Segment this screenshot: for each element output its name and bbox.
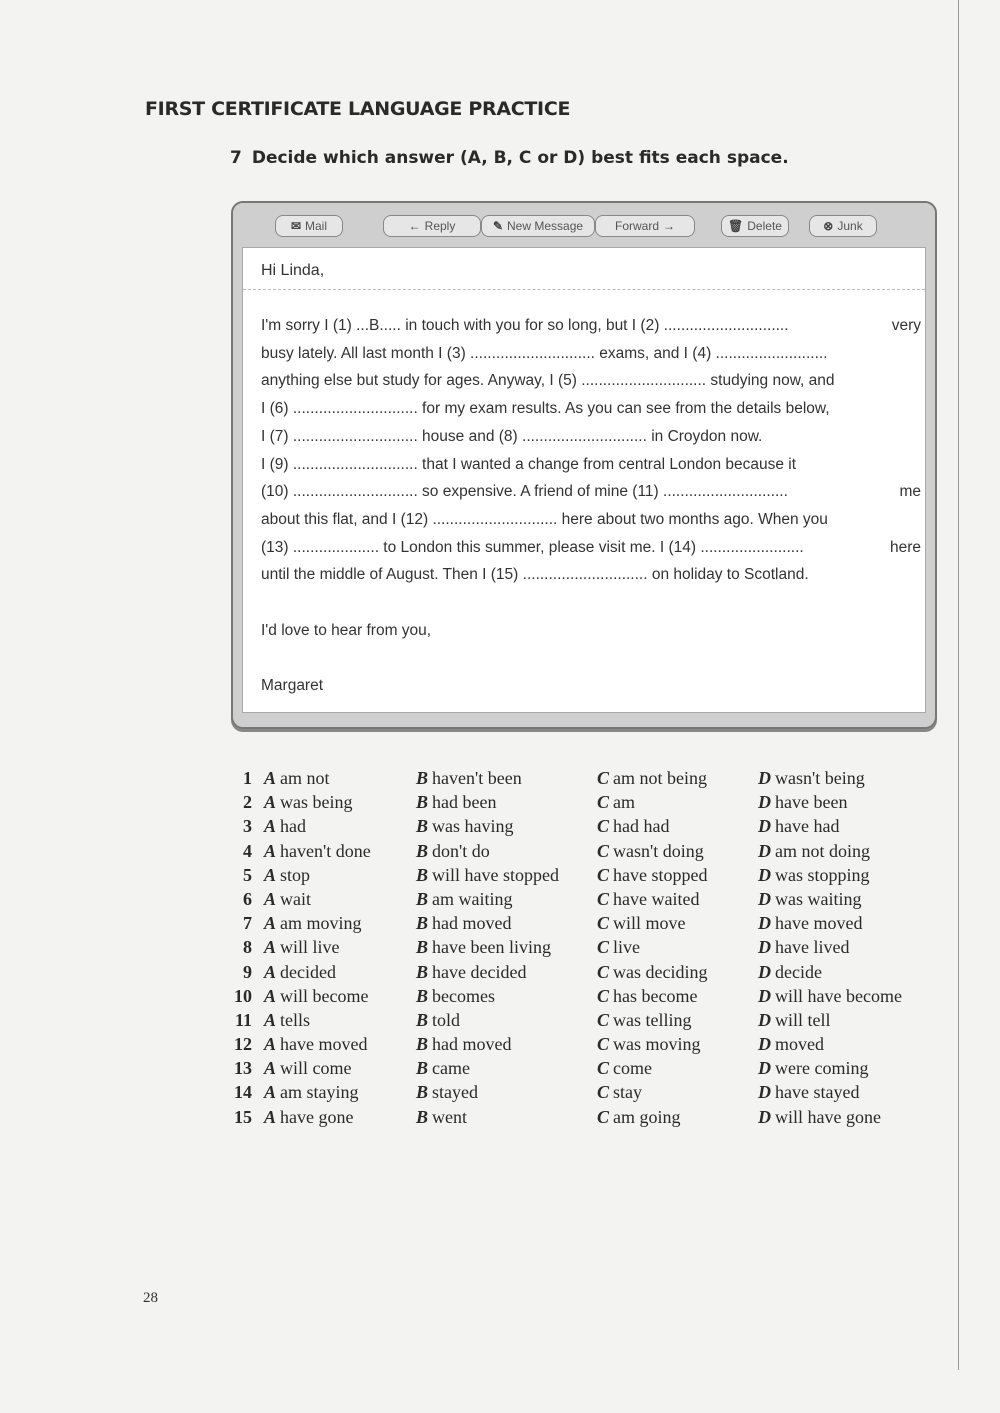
junk-x-icon: ⊗ xyxy=(823,219,834,233)
option-d xyxy=(758,816,839,837)
option-b xyxy=(416,1082,478,1103)
email-paragraph xyxy=(261,312,921,589)
option-d xyxy=(758,1082,859,1103)
option-a xyxy=(264,962,336,983)
answer-options-list xyxy=(226,768,926,1131)
option-letter: B xyxy=(416,840,429,861)
option-text: have moved xyxy=(775,913,863,934)
option-c xyxy=(597,913,686,934)
option-b xyxy=(416,962,526,983)
option-letter: D xyxy=(758,1009,771,1030)
option-text: will come xyxy=(280,1058,352,1079)
option-text: was stopping xyxy=(775,864,870,885)
page-header: FIRST CERTIFICATE LANGUAGE PRACTICE xyxy=(145,98,571,120)
option-c xyxy=(597,889,699,910)
question-number: 10 xyxy=(234,985,252,1006)
option-b xyxy=(416,889,513,910)
option-letter: D xyxy=(758,792,771,813)
option-letter: D xyxy=(758,985,771,1006)
option-letter: A xyxy=(264,985,277,1006)
option-letter: B xyxy=(416,816,429,837)
option-row xyxy=(226,1082,926,1106)
option-b xyxy=(416,768,522,789)
greeting-divider xyxy=(243,289,925,290)
question-number: 12 xyxy=(234,1034,252,1055)
option-text: told xyxy=(432,1009,461,1030)
option-text: has become xyxy=(613,985,698,1006)
option-a xyxy=(264,792,353,813)
option-text: had moved xyxy=(432,913,512,934)
exercise-number: 7 xyxy=(230,148,242,168)
email-line: (10) ............................. so expensive. A friend of mine (11) ............................. me xyxy=(261,483,921,501)
option-row xyxy=(226,816,926,840)
option-row xyxy=(226,962,926,986)
option-letter: D xyxy=(758,888,771,909)
option-letter: D xyxy=(758,768,771,788)
option-letter: B xyxy=(416,1034,429,1055)
option-row xyxy=(226,1034,926,1058)
option-b xyxy=(416,1107,467,1128)
option-d xyxy=(758,1034,824,1055)
option-b xyxy=(416,792,496,813)
option-row xyxy=(226,865,926,889)
option-b xyxy=(416,913,512,934)
option-a xyxy=(264,865,310,886)
option-b xyxy=(416,841,490,862)
option-text: am waiting xyxy=(432,888,513,909)
option-text: have gone xyxy=(280,1106,354,1127)
option-a xyxy=(264,1082,359,1103)
option-text: will tell xyxy=(775,1009,831,1030)
option-row xyxy=(226,1058,926,1082)
option-row xyxy=(226,889,926,913)
option-text: becomes xyxy=(432,985,495,1006)
option-row xyxy=(226,986,926,1010)
option-row xyxy=(226,768,926,792)
option-text: tells xyxy=(280,1009,311,1030)
option-c xyxy=(597,816,670,837)
option-c xyxy=(597,1058,652,1079)
option-b xyxy=(416,865,559,886)
option-b xyxy=(416,986,495,1007)
option-letter: B xyxy=(416,1009,429,1030)
option-b xyxy=(416,1058,470,1079)
question-number: 1 xyxy=(243,768,252,788)
option-d xyxy=(758,962,822,983)
option-row xyxy=(226,792,926,816)
option-a xyxy=(264,937,340,958)
question-number: 11 xyxy=(234,1009,252,1030)
option-a xyxy=(264,986,369,1007)
option-letter: B xyxy=(416,1082,429,1103)
page-number: 28 xyxy=(143,1290,158,1306)
forward-button[interactable]: Forward → xyxy=(595,215,695,237)
option-letter: A xyxy=(264,1034,277,1055)
option-letter: C xyxy=(597,913,610,934)
option-letter: B xyxy=(416,937,429,958)
instruction-text: Decide which answer (A, B, C or D) best fits each space. xyxy=(251,148,789,168)
option-letter: C xyxy=(597,1082,610,1103)
option-text: have stayed xyxy=(775,1082,860,1103)
option-letter: C xyxy=(597,816,610,837)
option-letter: B xyxy=(416,961,429,982)
email-line: I (9) ............................. that I wanted a change from central London because it xyxy=(261,455,797,473)
option-text: have moved xyxy=(280,1034,368,1055)
option-text: am not being xyxy=(613,768,707,788)
option-letter: A xyxy=(264,864,277,885)
option-letter: A xyxy=(264,913,277,934)
option-d xyxy=(758,1010,831,1031)
option-text: am not xyxy=(280,768,330,788)
option-a xyxy=(264,913,362,934)
option-text: had moved xyxy=(432,1034,512,1055)
option-d xyxy=(758,913,862,934)
option-letter: D xyxy=(758,1082,771,1103)
option-letter: A xyxy=(264,1058,277,1079)
option-letter: C xyxy=(597,792,610,813)
email-signature: Margaret xyxy=(261,677,324,694)
question-number: 2 xyxy=(243,792,252,813)
reply-button[interactable]: ← Reply xyxy=(383,215,481,237)
option-text: have been xyxy=(775,792,848,813)
option-text: had been xyxy=(432,792,497,813)
option-a xyxy=(264,1034,367,1055)
option-letter: D xyxy=(758,937,771,958)
delete-button[interactable]: 🗑 Delete xyxy=(721,215,789,237)
option-letter: A xyxy=(264,792,277,813)
option-letter: A xyxy=(264,937,277,958)
option-text: haven't done xyxy=(280,840,371,861)
option-text: live xyxy=(613,937,641,958)
option-row xyxy=(226,841,926,865)
option-letter: B xyxy=(416,985,429,1006)
option-letter: A xyxy=(264,1082,277,1103)
option-text: have waited xyxy=(613,888,700,909)
option-text: decide xyxy=(775,961,822,982)
question-number: 5 xyxy=(243,864,252,885)
option-text: have had xyxy=(775,816,840,837)
option-c xyxy=(597,937,640,958)
option-text: stayed xyxy=(432,1082,478,1103)
arrow-left-icon: ← xyxy=(408,219,421,233)
option-a xyxy=(264,816,306,837)
option-letter: D xyxy=(758,816,771,837)
option-text: wasn't being xyxy=(775,768,865,788)
option-text: was being xyxy=(280,792,353,813)
option-text: have lived xyxy=(775,937,850,958)
option-a xyxy=(264,1107,353,1128)
option-d xyxy=(758,1058,868,1079)
email-closing: I'd love to hear from you, xyxy=(261,622,432,639)
option-letter: B xyxy=(416,888,429,909)
option-letter: A xyxy=(264,840,277,861)
new-message-button[interactable]: ✎ New Message xyxy=(481,215,595,237)
option-text: will live xyxy=(280,937,340,958)
option-b xyxy=(416,816,514,837)
option-c xyxy=(597,962,708,983)
option-text: come xyxy=(613,1058,652,1079)
option-c xyxy=(597,986,697,1007)
email-line: I (6) ............................. for my exam results. As you can see from the details below, xyxy=(261,400,830,418)
option-text: am xyxy=(613,792,636,813)
option-row xyxy=(226,937,926,961)
question-number: 7 xyxy=(243,913,252,934)
option-text: decided xyxy=(280,961,336,982)
email-window xyxy=(231,201,937,729)
option-text: am going xyxy=(613,1106,681,1127)
option-text: wait xyxy=(280,888,312,909)
option-text: am staying xyxy=(280,1082,359,1103)
question-number: 9 xyxy=(243,961,252,982)
email-greeting: Hi Linda, xyxy=(261,262,325,279)
option-d xyxy=(758,768,865,789)
option-letter: C xyxy=(597,985,610,1006)
email-toolbar xyxy=(233,203,935,247)
email-line: I'm sorry I (1) ...B..... in touch with you for so long, but I (2) ............................. very xyxy=(261,317,921,334)
option-letter: D xyxy=(758,1106,771,1127)
option-text: stop xyxy=(280,864,311,885)
option-text: am moving xyxy=(280,913,362,934)
option-text: went xyxy=(432,1106,468,1127)
option-row xyxy=(226,1107,926,1131)
option-d xyxy=(758,865,870,886)
question-number: 15 xyxy=(234,1106,252,1127)
option-letter: B xyxy=(416,768,429,788)
option-text: have been living xyxy=(432,937,551,958)
option-letter: B xyxy=(416,864,429,885)
option-text: have decided xyxy=(432,961,527,982)
option-letter: C xyxy=(597,1009,610,1030)
option-text: am not doing xyxy=(775,840,870,861)
option-text: moved xyxy=(775,1034,824,1055)
question-number: 6 xyxy=(243,888,252,909)
option-letter: C xyxy=(597,937,610,958)
option-a xyxy=(264,841,371,862)
option-a xyxy=(264,1058,352,1079)
option-c xyxy=(597,792,635,813)
option-c xyxy=(597,841,704,862)
option-text: will become xyxy=(280,985,369,1006)
option-a xyxy=(264,1010,310,1031)
option-letter: A xyxy=(264,961,277,982)
email-line: busy lately. All last month I (3) ............................. exams, and I (4) .......................... xyxy=(261,344,828,362)
option-letter: A xyxy=(264,816,277,837)
option-text: wasn't doing xyxy=(613,840,704,861)
option-c xyxy=(597,865,708,886)
option-letter: C xyxy=(597,1034,610,1055)
option-text: will have become xyxy=(775,985,902,1006)
option-letter: D xyxy=(758,961,771,982)
option-text: was telling xyxy=(613,1009,692,1030)
option-b xyxy=(416,937,551,958)
option-letter: A xyxy=(264,768,277,788)
question-number: 3 xyxy=(243,816,252,837)
email-body xyxy=(242,247,926,713)
exercise-instruction xyxy=(230,148,789,168)
page-edge xyxy=(958,0,959,1370)
option-c xyxy=(597,1107,681,1128)
option-text: have stopped xyxy=(613,864,708,885)
option-text: was deciding xyxy=(613,961,708,982)
arrow-right-icon: → xyxy=(663,219,675,233)
option-row xyxy=(226,1010,926,1034)
option-text: had xyxy=(280,816,307,837)
option-letter: D xyxy=(758,913,771,934)
option-text: don't do xyxy=(432,840,490,861)
option-text: will have gone xyxy=(775,1106,881,1127)
email-line: anything else but study for ages. Anyway, I (5) ............................. studying now, and xyxy=(261,372,835,390)
question-number: 14 xyxy=(234,1082,252,1103)
option-letter: D xyxy=(758,1034,771,1055)
option-letter: A xyxy=(264,888,277,909)
option-text: will move xyxy=(613,913,686,934)
option-text: haven't been xyxy=(432,768,522,788)
email-line: about this flat, and I (12) ............................. here about two months ago. When you xyxy=(261,510,828,528)
question-number: 13 xyxy=(234,1058,252,1079)
option-letter: D xyxy=(758,864,771,885)
option-c xyxy=(597,768,707,789)
junk-button[interactable]: ⊗ Junk xyxy=(809,215,877,237)
option-letter: B xyxy=(416,913,429,934)
option-letter: A xyxy=(264,1009,277,1030)
option-d xyxy=(758,841,870,862)
trash-icon: 🗑 xyxy=(728,219,744,233)
envelope-icon: ✉ xyxy=(290,219,302,233)
question-number: 8 xyxy=(243,937,252,958)
option-letter: B xyxy=(416,1058,429,1079)
option-text: was waiting xyxy=(775,888,862,909)
option-letter: D xyxy=(758,1058,771,1079)
option-text: had had xyxy=(613,816,670,837)
option-text: was having xyxy=(432,816,514,837)
option-text: were coming xyxy=(775,1058,869,1079)
option-row xyxy=(226,913,926,937)
option-text: was moving xyxy=(613,1034,701,1055)
mail-button[interactable]: ✉ Mail xyxy=(275,215,343,237)
option-letter: D xyxy=(758,840,771,861)
option-c xyxy=(597,1082,642,1103)
option-text: will have stopped xyxy=(432,864,559,885)
option-c xyxy=(597,1034,701,1055)
option-letter: C xyxy=(597,961,610,982)
option-d xyxy=(758,889,861,910)
option-a xyxy=(264,768,330,789)
option-b xyxy=(416,1034,512,1055)
option-text: stay xyxy=(613,1082,643,1103)
email-line: until the middle of August. Then I (15) ............................. on holiday to Scotland. xyxy=(261,566,809,584)
option-letter: B xyxy=(416,1106,429,1127)
option-letter: C xyxy=(597,888,610,909)
option-letter: C xyxy=(597,768,610,788)
email-line: (13) .................... to London this summer, please visit me. I (14) ........................ here xyxy=(261,538,921,556)
option-letter: A xyxy=(264,1106,277,1127)
option-text: came xyxy=(432,1058,470,1079)
pencil-icon: ✎ xyxy=(492,219,504,233)
option-letter: C xyxy=(597,1058,610,1079)
option-c xyxy=(597,1010,692,1031)
option-letter: C xyxy=(597,840,610,861)
question-number: 4 xyxy=(243,840,252,861)
option-d xyxy=(758,937,849,958)
option-d xyxy=(758,1107,881,1128)
option-letter: C xyxy=(597,1106,610,1127)
option-b xyxy=(416,1010,460,1031)
option-d xyxy=(758,792,847,813)
email-line: I (7) ............................. house and (8) ............................. in Croydon now. xyxy=(261,427,763,445)
option-d xyxy=(758,986,902,1007)
option-letter: B xyxy=(416,792,429,813)
option-a xyxy=(264,889,311,910)
option-letter: C xyxy=(597,864,610,885)
